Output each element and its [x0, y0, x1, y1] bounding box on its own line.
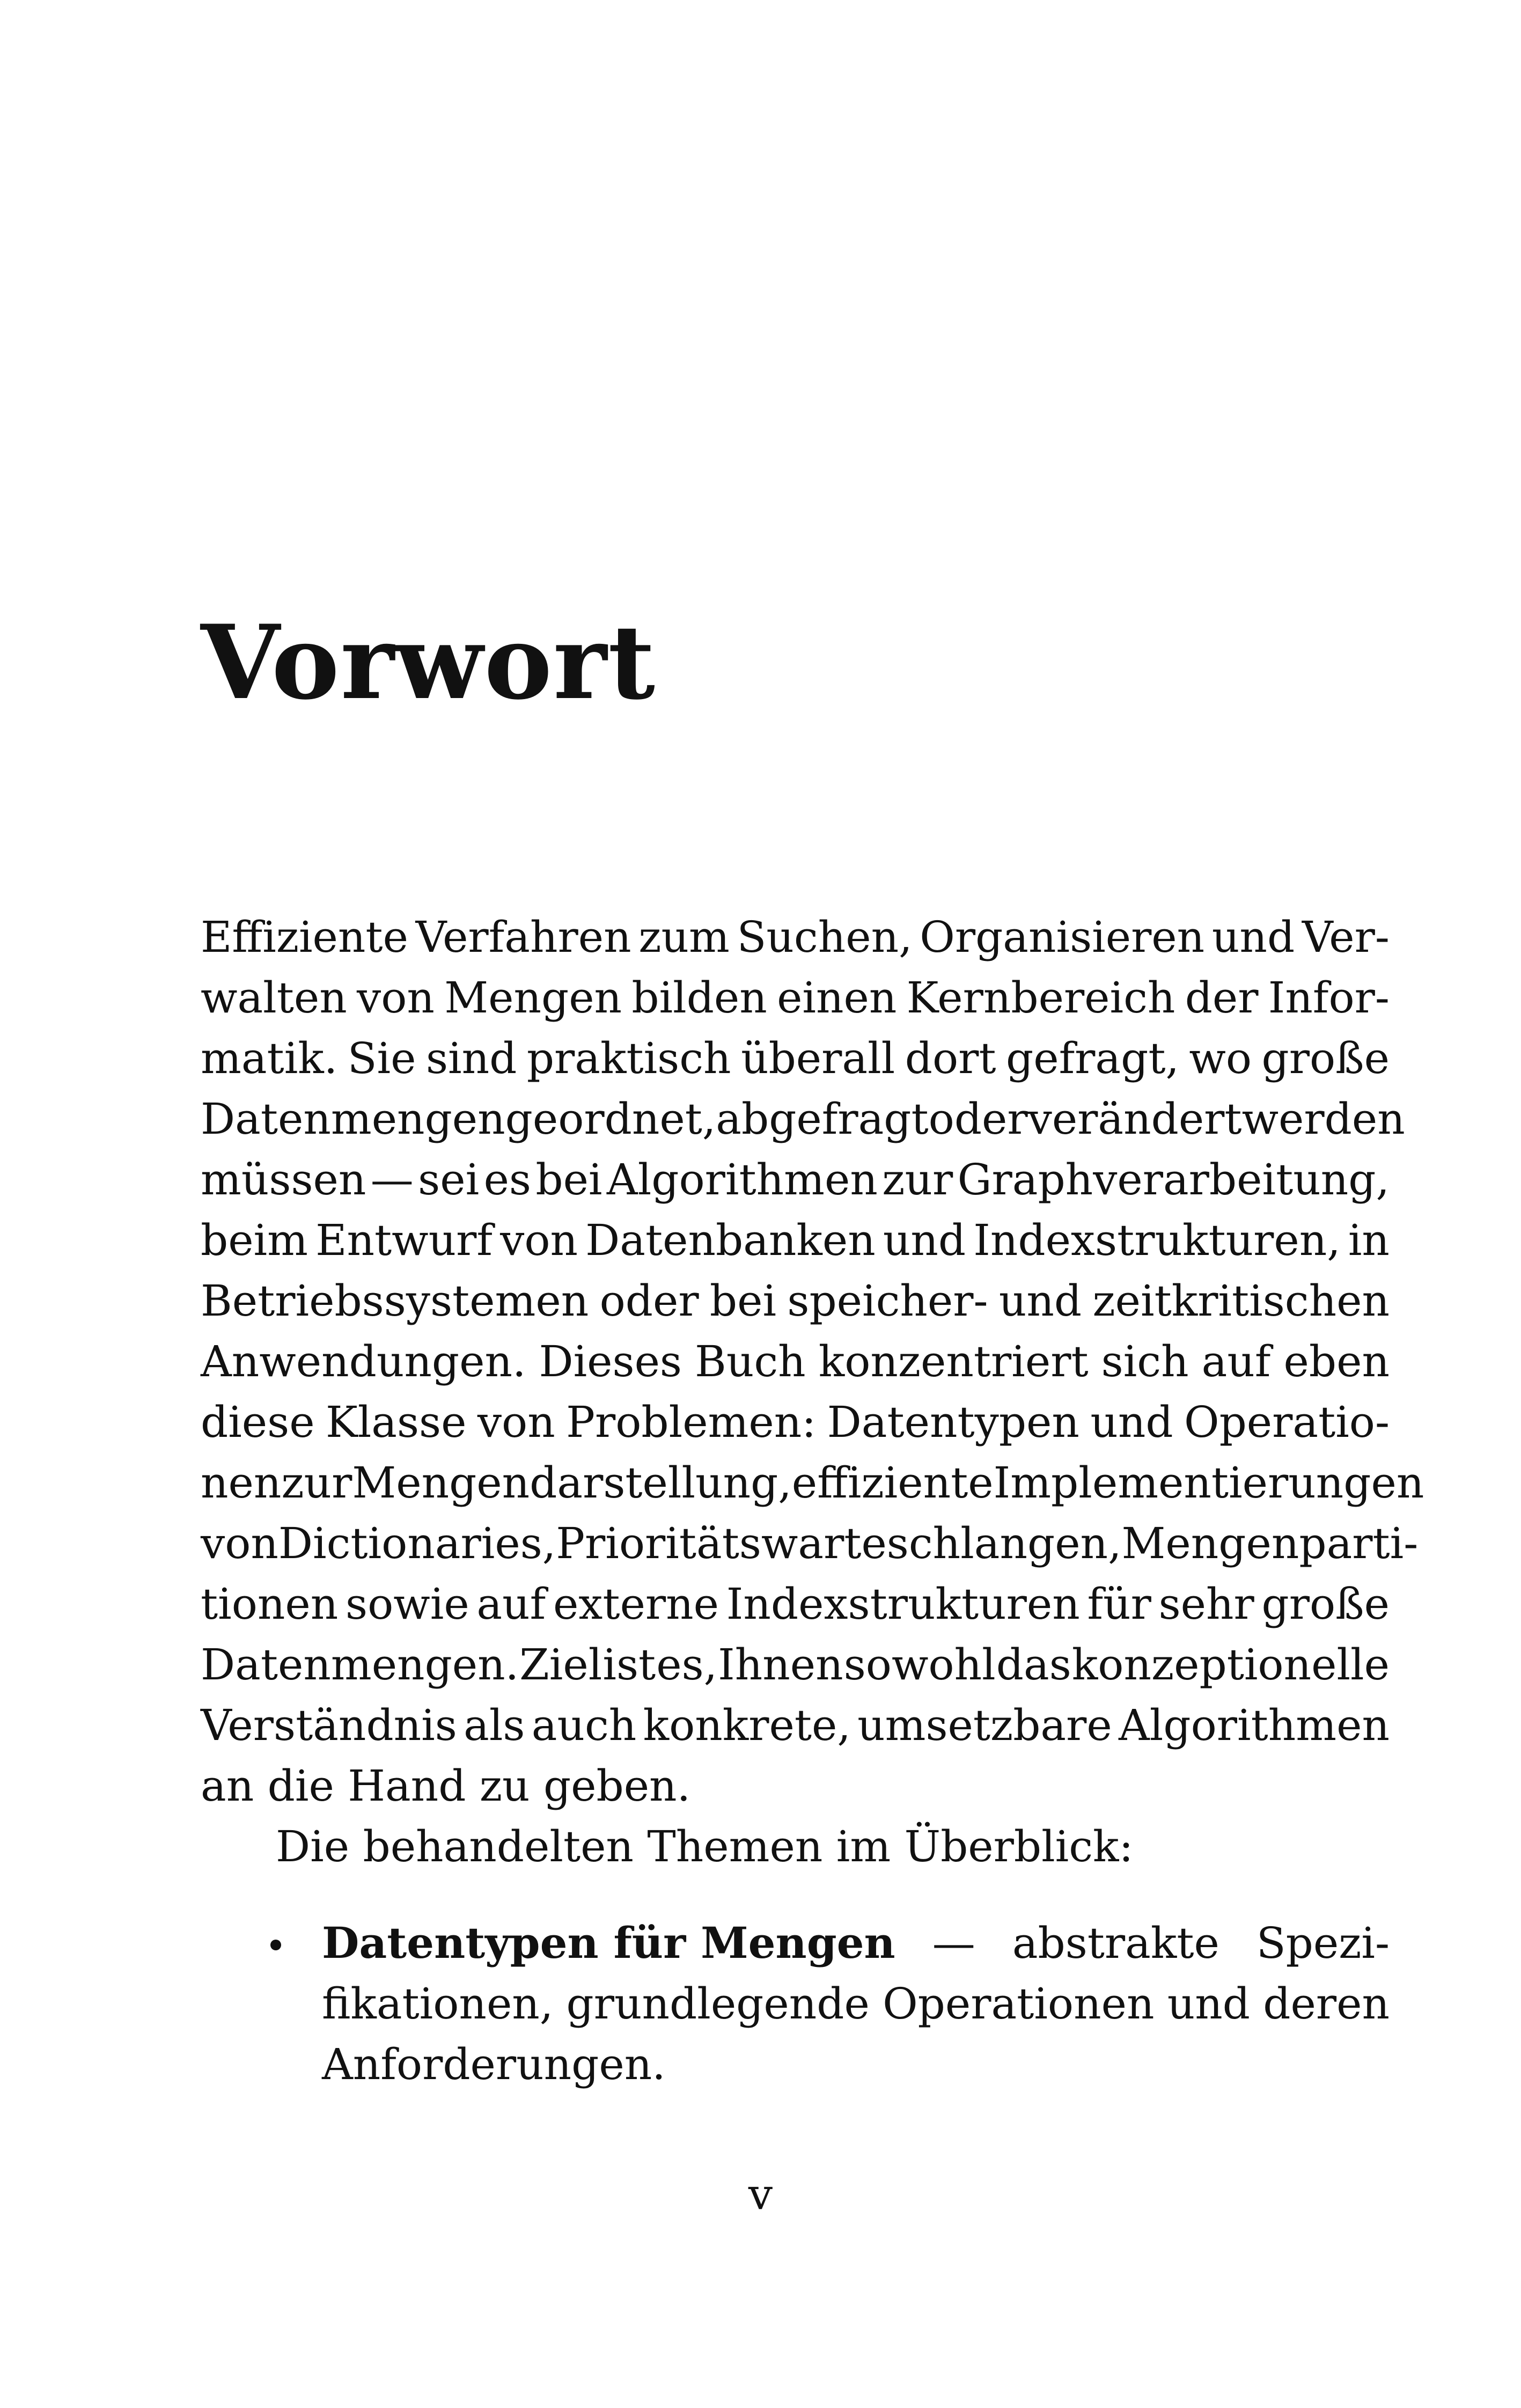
topics-intro: Die behandelten Themen im Überblick:: [276, 1822, 1134, 1871]
word: zeitkritischen: [1092, 1276, 1390, 1326]
word: Datentypen: [827, 1397, 1079, 1447]
word: Kernbereich: [906, 973, 1175, 1023]
word: Datenbanken: [585, 1215, 876, 1265]
word: Infor-: [1268, 973, 1390, 1023]
word: Entwurf: [315, 1215, 493, 1265]
word: Betriebssystemen: [201, 1276, 589, 1326]
paragraph-line: [201, 1392, 1390, 1452]
word: für: [1087, 1579, 1151, 1629]
word: Datenmengen.: [201, 1640, 519, 1690]
list-item: [201, 1913, 1390, 2095]
word: verändert: [1027, 1094, 1242, 1144]
word: auf: [1201, 1337, 1271, 1386]
word: wo: [1189, 1033, 1252, 1083]
preface-paragraph: [201, 907, 1424, 1756]
word: einen: [777, 973, 897, 1023]
word: Mengenparti-: [1121, 1518, 1419, 1568]
word: tionen: [201, 1579, 339, 1629]
word: müssen: [201, 1155, 366, 1205]
word: umsetzbare: [857, 1700, 1112, 1750]
word: Indexstrukturen,: [973, 1215, 1341, 1265]
word: Ziel: [519, 1640, 602, 1690]
word: praktisch: [526, 1033, 731, 1083]
word: von: [357, 973, 435, 1023]
word: grundlegende: [566, 1979, 870, 2029]
word: von: [500, 1215, 578, 1265]
paragraph-line: [201, 1028, 1390, 1089]
word: Ver-: [1302, 912, 1390, 962]
page-number: v: [748, 2169, 773, 2219]
word: Prioritätswarteschlangen,: [556, 1518, 1122, 1568]
word: effiziente: [791, 1458, 994, 1508]
word: Datenmengen: [201, 1094, 505, 1144]
word: bei: [709, 1276, 777, 1326]
word: nen: [201, 1458, 282, 1508]
word: der: [1185, 973, 1259, 1023]
list-item-line: Anforderungen.: [322, 2039, 666, 2089]
word: auch: [531, 1700, 637, 1750]
word: und: [998, 1276, 1082, 1326]
paragraph-line: [201, 967, 1390, 1028]
word: Sie: [347, 1033, 416, 1083]
list-item-text: [322, 1913, 1390, 2095]
list-item-term: Datentypen für Mengen: [322, 1918, 895, 1968]
list-item-line: [322, 1913, 1390, 1973]
word: konzentriert: [818, 1337, 1089, 1386]
word: Operatio-: [1184, 1397, 1390, 1447]
word: es,: [656, 1640, 718, 1690]
word: geordnet,: [505, 1094, 716, 1144]
word: überall: [741, 1033, 895, 1083]
word: Organisieren: [920, 912, 1205, 962]
word: werden: [1241, 1094, 1405, 1144]
paragraph-line: [201, 1574, 1390, 1634]
word: sehr: [1158, 1579, 1254, 1629]
word: zum: [638, 912, 730, 962]
word: als: [464, 1700, 525, 1750]
word: externe: [553, 1579, 719, 1629]
word: Anwendungen.: [201, 1337, 526, 1386]
word: sowohl: [843, 1640, 996, 1690]
word: dort: [905, 1033, 996, 1083]
word: und: [883, 1215, 966, 1265]
word: abgefragt: [716, 1094, 929, 1144]
bullet-icon: [270, 1940, 281, 1950]
word: Suchen,: [737, 912, 913, 962]
word: matik.: [201, 1033, 338, 1083]
paragraph-line: [201, 907, 1390, 967]
word: und: [1090, 1397, 1173, 1447]
word: Verständnis: [201, 1700, 457, 1750]
word: Spezi-: [1256, 1918, 1390, 1968]
word: Mengen: [444, 973, 622, 1023]
word: von: [201, 1518, 278, 1568]
word: von: [477, 1397, 555, 1447]
word: und: [1211, 912, 1295, 962]
word: Dieses: [539, 1337, 682, 1386]
word: konkrete,: [643, 1700, 851, 1750]
word: eben: [1283, 1337, 1390, 1386]
paragraph-line: [201, 1331, 1390, 1392]
word: zur: [281, 1458, 352, 1508]
word: Operationen: [883, 1979, 1155, 2029]
word: speicher-: [787, 1276, 988, 1326]
word: große: [1261, 1579, 1390, 1629]
word: fikationen,: [322, 1979, 554, 2029]
word: deren: [1263, 1979, 1390, 2029]
word: Klasse: [325, 1397, 467, 1447]
word: in: [1348, 1215, 1390, 1265]
word: oder: [928, 1094, 1028, 1144]
paragraph-line: [201, 1452, 1424, 1513]
word: das: [996, 1640, 1071, 1690]
word: sei: [418, 1155, 480, 1205]
paragraph-line: [201, 1634, 1390, 1695]
word: walten: [201, 973, 347, 1023]
word: Verfahren: [415, 912, 631, 962]
paragraph-line: [201, 1210, 1390, 1271]
word: gefragt,: [1006, 1033, 1179, 1083]
paragraph-last-line: an die Hand zu geben.: [201, 1761, 691, 1811]
paragraph-line: [201, 1271, 1390, 1331]
word: bilden: [631, 973, 767, 1023]
word: oder: [599, 1276, 699, 1326]
word: Implementierungen: [993, 1458, 1424, 1508]
word: Buch: [695, 1337, 806, 1386]
list-item-line: [322, 1973, 1390, 2034]
word: und: [1167, 1979, 1251, 2029]
word: Algorithmen: [606, 1155, 878, 1205]
word: Graphverarbeitung,: [957, 1155, 1390, 1205]
word: abstrakte: [1012, 1918, 1219, 1968]
word: Mengendarstellung,: [352, 1458, 792, 1508]
topic-list: [201, 1913, 1390, 2095]
word: konzeptionelle: [1071, 1640, 1390, 1690]
word: zur: [882, 1155, 953, 1205]
word: Algorithmen: [1119, 1700, 1390, 1750]
word: Indexstrukturen: [726, 1579, 1080, 1629]
word: große: [1261, 1033, 1390, 1083]
word: diese: [201, 1397, 315, 1447]
word: bei: [535, 1155, 602, 1205]
paragraph-line: [201, 1089, 1405, 1149]
word: Problemen:: [566, 1397, 817, 1447]
word: es: [483, 1155, 531, 1205]
word: sowie: [346, 1579, 469, 1629]
paragraph-line: [201, 1695, 1390, 1756]
word: —: [932, 1918, 975, 1968]
word: beim: [201, 1215, 308, 1265]
word: Ihnen: [718, 1640, 843, 1690]
word: sich: [1101, 1337, 1189, 1386]
paragraph-line: [201, 1149, 1390, 1210]
word: auf: [476, 1579, 546, 1629]
word: —: [370, 1155, 414, 1205]
body-text: [201, 907, 1424, 1877]
word: Dictionaries,: [278, 1518, 556, 1568]
word: ist: [602, 1640, 656, 1690]
chapter-title: Vorwort: [201, 603, 656, 722]
word: sind: [425, 1033, 517, 1083]
word: Effiziente: [201, 912, 408, 962]
paragraph-line: [201, 1513, 1419, 1574]
